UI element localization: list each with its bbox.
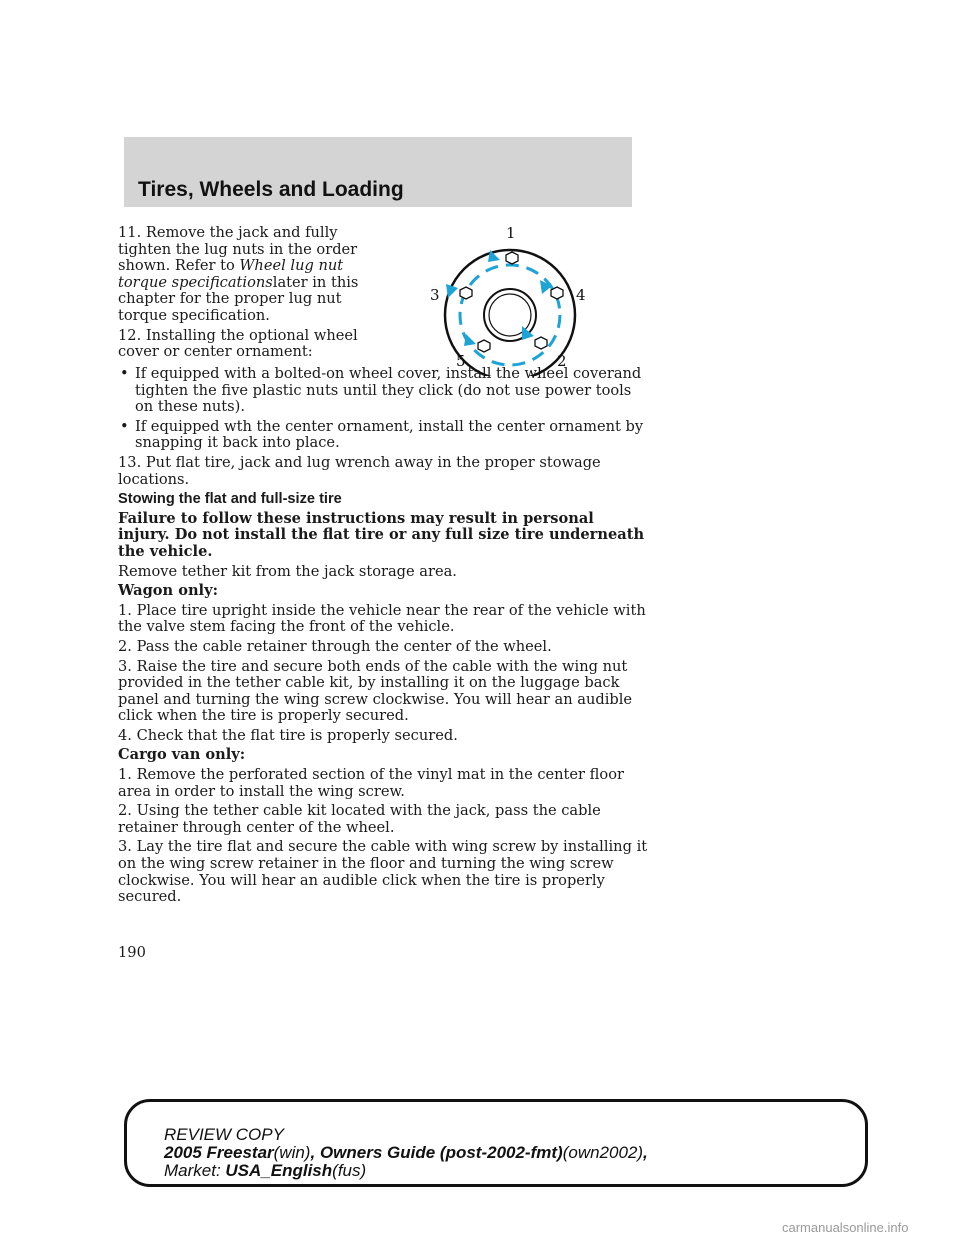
review-market: USA_English (225, 1161, 333, 1180)
order-label-1: 1 (506, 224, 516, 242)
step-11-text-end: later in this chapter for the proper lug nut torque specification. (118, 273, 359, 324)
arrow-icon (464, 334, 476, 346)
bullet-text: If equipped wth the center ornament, install the center ornament by snapping it back into place. (135, 417, 644, 452)
arrow-icon (446, 284, 458, 298)
wagon-step: 4. Check that the flat tire is properly secured. (118, 726, 458, 744)
review-copy-label: REVIEW COPY (164, 1125, 284, 1144)
lug-nut-3 (460, 287, 472, 299)
site-watermark: carmanualsonline.info (782, 1220, 909, 1235)
order-label-4: 4 (576, 286, 586, 304)
review-market-code: (fus) (332, 1161, 367, 1180)
step-11 (118, 225, 380, 325)
wagon-step: 1. Place tire upright inside the vehicle near the rear of the vehicle with the valve stem facing the front of the vehicle. (118, 601, 646, 636)
review-market-label: Market: (164, 1161, 226, 1180)
cargo-heading: Cargo van only: (118, 746, 246, 764)
review-guide: Owners Guide (post-2002-fmt) (319, 1143, 563, 1162)
cargo-step: 1. Remove the perforated section of the vinyl mat in the center floor area in order to install the wing screw. (118, 766, 624, 800)
torque-spec-reference: Wheel lug nut torque specifications (118, 257, 344, 291)
step-11-text: 11. Remove the jack and fully tighten the lug nuts in the order shown. Refer to (118, 224, 358, 275)
intro-narrow-block (118, 225, 380, 364)
wagon-step: 3. Raise the tire and secure both ends of the cable with the wing nut provided in the tether cable kit, by installing it on the luggage back panel and turning the wing screw clockwise. You will hear an audible click when the tire is properly secured. (118, 657, 633, 725)
stowing-heading: Stowing the flat and full-size tire (118, 491, 342, 508)
order-label-3: 3 (430, 286, 440, 304)
lug-nut-order-diagram (424, 222, 596, 376)
wagon-step: 2. Pass the cable retainer through the center of the wheel. (118, 637, 552, 655)
bullet-text: If equipped with a bolted-on wheel cover, install the wheel coverand tighten the five plastic nuts until they click (do not use power tools on these nuts). (135, 365, 642, 416)
tightening-path (460, 265, 560, 365)
step-13: 13. Put flat tire, jack and lug wrench away in the proper stowage locations. (118, 453, 601, 488)
warning-text: Failure to follow these instructions may result in personal injury. Do not install the flat tire or any full size tire underneath the vehicle. (118, 509, 645, 560)
bullet-center-ornament (118, 419, 648, 452)
review-separator: , (310, 1143, 320, 1162)
review-model: 2005 Freestar (164, 1143, 274, 1162)
wagon-heading: Wagon only: (118, 582, 218, 600)
lug-nut-1 (506, 252, 518, 264)
review-market-line (164, 1161, 366, 1181)
order-label-5: 5 (456, 352, 466, 370)
intro-wide-block (118, 366, 648, 909)
cargo-step: 2. Using the tether cable kit located with the jack, pass the cable retainer through center of the wheel. (118, 802, 601, 836)
review-document-line (164, 1143, 648, 1163)
bullet-dot: • (120, 365, 129, 382)
step-12: 12. Installing the optional wheel cover or center ornament: (118, 326, 358, 361)
lug-nut-4 (551, 287, 563, 299)
section-title: Tires, Wheels and Loading (138, 178, 404, 201)
lug-nut-5 (478, 340, 490, 352)
cargo-step: 3. Lay the tire flat and secure the cable with wing screw by installing it on the wing screw retainer in the floor and turning the wing screw clockwise. You will hear an audible click when the tire is properly secured. (118, 838, 648, 906)
lug-nut-2 (535, 337, 547, 349)
remove-tether-text: Remove tether kit from the jack storage area. (118, 562, 457, 580)
order-label-2: 2 (557, 352, 567, 370)
page-number: 190 (118, 944, 146, 961)
review-guide-code: (own2002) (562, 1143, 644, 1162)
review-model-code: (win) (273, 1143, 311, 1162)
bullet-dot: • (120, 417, 129, 435)
review-separator: , (643, 1143, 648, 1162)
